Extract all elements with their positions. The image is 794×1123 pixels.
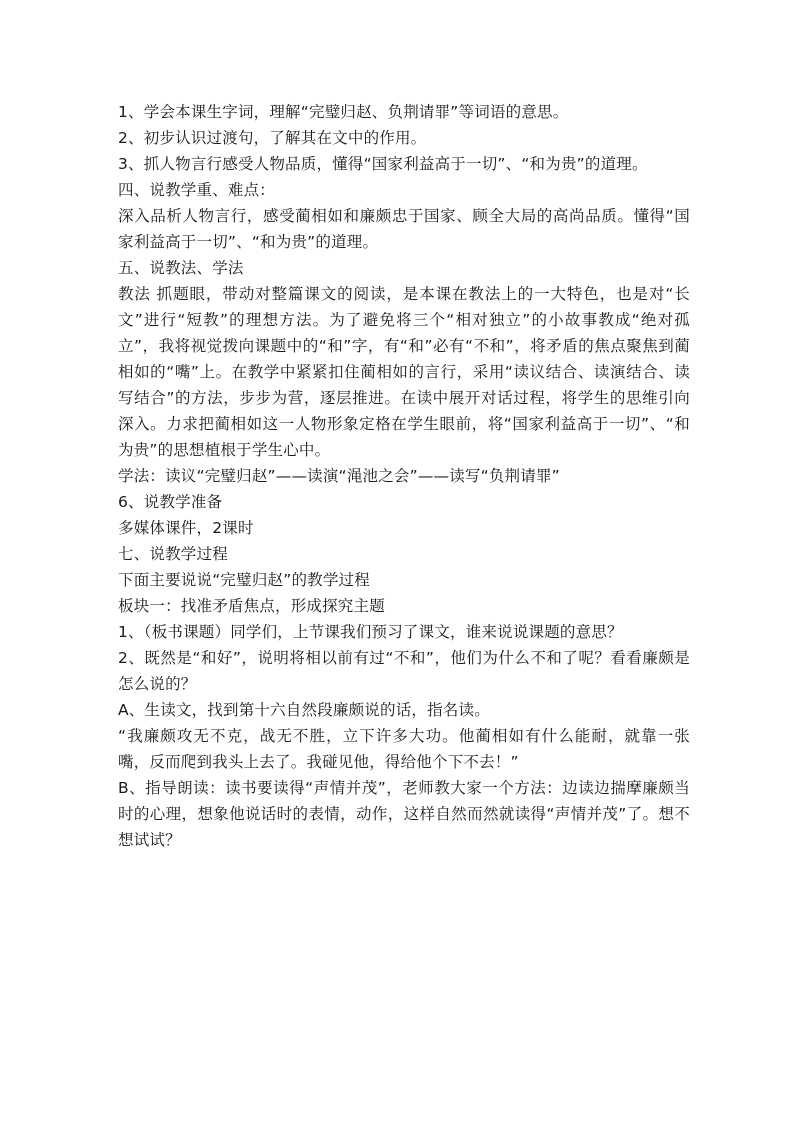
learning-method-text: 学法：读议“完璧归赵”——读演“渑池之会”——读写“负荆请罪”	[118, 467, 560, 485]
process-intro: 下面主要说说“完璧归赵”的教学过程	[118, 571, 370, 589]
key-points-text: 深入品析人物言行，感受蔺相如和廉颇忠于国家、顾全大局的高尚品质。懂得“国家利益高于一切”、“和为贵”的道理。	[118, 207, 690, 251]
preparation-text: 多媒体课件，2课时	[118, 519, 254, 537]
quote-lian-po: “我廉颇攻无不克，战无不胜，立下许多大功。他蔺相如有什么能耐，就靠一张嘴，反而爬到我头上去了。我碰见他，得给他个下不去！”	[118, 727, 690, 771]
step-a: A、生读文，找到第十六自然段廉颇说的话，指名读。	[118, 701, 490, 719]
section-heading-key-points: 四、说教学重、难点：	[118, 181, 276, 199]
section-heading-preparation: 6、说教学准备	[118, 493, 223, 511]
section-heading-process: 七、说教学过程	[118, 545, 228, 563]
step-1: 1、（板书课题）同学们，上节课我们预习了课文，谁来说说课题的意思？	[118, 623, 623, 641]
block-one-heading: 板块一：找准矛盾焦点，形成探究主题	[118, 597, 385, 615]
objective-2: 2、初步认识过渡句，了解其在文中的作用。	[118, 129, 427, 147]
document-body	[118, 99, 690, 853]
objective-1: 1、学会本课生字词，理解“完璧归赵、负荆请罪”等词语的意思。	[118, 103, 569, 121]
step-b: B、指导朗读：读书要读得“声情并茂”，老师教大家一个方法：边读边揣摩廉颇当时的心理，想象他说话时的表情，动作，这样自然而然就读得“声情并茂”了。想不想试试？	[118, 779, 690, 849]
step-2: 2、既然是“和好”，说明将相以前有过“不和”，他们为什么不和了呢？看看廉颇是怎么说的？	[118, 649, 690, 693]
teaching-method-text: 教法 抓题眼，带动对整篇课文的阅读，是本课在教法上的一大特色，也是对“长文”进行“短教”的理想方法。为了避免将三个“相对独立”的小故事教成“绝对孤立”，我将视觉拨向课题中的“和”字，有“和”必有“不和”，将矛盾的焦点聚焦到蔺相如的“嘴”上。在教学中紧紧扣住蔺相如的言行，采用“读议结合、读演结合、读写结合”的方法，步步为营，逐层推进。在读中展开对话过程，将学生的思维引向深入。力求把蔺相如这一人物形象定格在学生眼前，将“国家利益高于一切”、“和为贵”的思想植根于学生心中。	[118, 285, 690, 459]
objective-3: 3、抓人物言行感受人物品质，懂得“国家利益高于一切”、“和为贵”的道理。	[118, 155, 648, 173]
section-heading-methods: 五、说教法、学法	[118, 259, 244, 277]
